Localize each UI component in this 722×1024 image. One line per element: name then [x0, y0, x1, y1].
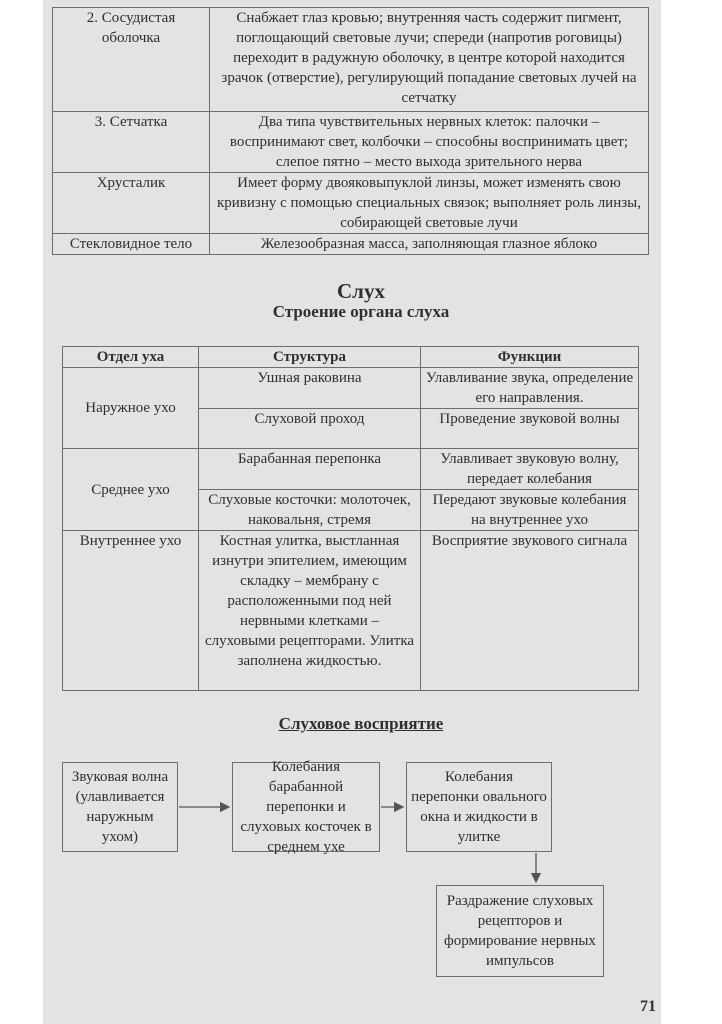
table-cell-part: 3. Сетчатка [53, 112, 210, 173]
table-cell-structure: Слуховые косточки: молоточек, наковальня, стремя [199, 490, 421, 531]
table-header-row [63, 347, 639, 368]
table-row [63, 531, 639, 691]
flow-step-text: Колебания барабанной перепонки и слуховых косточек в среднем ухе [240, 759, 372, 855]
table-cell-description: Снабжает глаз кровью; внутренняя часть содержит пигмент, поглощающий световые лучи; спереди (напротив роговицы) переходит в радужную оболочку, в центре которой находится зрачок (отверстие), регулирующий попадание световых лучей на сетчатку [210, 8, 649, 112]
table-cell-part: Стекловидное тело [53, 234, 210, 255]
flow-step-1 [62, 762, 178, 852]
table-cell-structure: Костная улитка, выстланная изнутри эпителием, имеющим складку – мембрану с расположенными под ней нервными клетками – слуховыми рецепторами. Улитка заполнена жидкостью. [199, 531, 421, 691]
table-row [63, 368, 639, 409]
flow-step-2 [232, 759, 380, 855]
flow-step-4 [436, 885, 604, 977]
subsection-title: Строение органа слуха [272, 302, 450, 321]
column-header-ear-section: Отдел уха [63, 347, 199, 368]
table-cell-section: Наружное ухо [63, 368, 199, 449]
flow-step-text: Колебания перепонки овального окна и жидкости в улитке [411, 769, 547, 845]
table-row [53, 173, 649, 234]
table-cell-function: Проведение звуковой волны [421, 409, 639, 449]
flow-title: Слуховое восприятие [278, 714, 444, 733]
table-cell-description: Железообразная масса, заполняющая глазное яблоко [210, 234, 649, 255]
table-row [53, 8, 649, 112]
table-row [53, 112, 649, 173]
table-cell-function: Восприятие звукового сигнала [421, 531, 639, 691]
table-row [63, 449, 639, 490]
eye-structure-table [52, 7, 649, 255]
table-cell-function: Улавливает звуковую волну, передает колебания [421, 449, 639, 490]
table-cell-section: Среднее ухо [63, 449, 199, 531]
flow-step-3 [406, 762, 552, 852]
table-cell-description: Два типа чувствительных нервных клеток: палочки – воспринимают свет, колбочки – способны воспринимать цвет; слепое пятно – место выхода зрительного нерва [210, 112, 649, 173]
table-cell-function: Передают звуковые колебания на внутреннее ухо [421, 490, 639, 531]
section-title: Слух [337, 279, 385, 303]
table-cell-description: Имеет форму двояковыпуклой линзы, может изменять свою кривизну с помощью специальных связок; выполняет роль линзы, собирающей световые лучи [210, 173, 649, 234]
table-cell-structure: Ушная раковина [199, 368, 421, 409]
ear-structure-table [62, 346, 639, 691]
flow-step-text: Раздражение слуховых рецепторов и формирование нервных импульсов [444, 893, 596, 969]
page-number: 71 [640, 998, 656, 1015]
table-cell-section: Внутреннее ухо [63, 531, 199, 691]
column-header-functions: Функции [421, 347, 639, 368]
table-cell-part: 2. Сосудистая оболочка [53, 8, 210, 112]
column-header-structure: Структура [199, 347, 421, 368]
table-cell-function: Улавливание звука, определение его направления. [421, 368, 639, 409]
flow-step-text: Звуковая волна (улавливается наружным ухом) [71, 769, 169, 845]
table-cell-structure: Слуховой проход [199, 409, 421, 449]
table-cell-part: Хрусталик [53, 173, 210, 234]
table-row [53, 234, 649, 255]
table-cell-structure: Барабанная перепонка [199, 449, 421, 490]
